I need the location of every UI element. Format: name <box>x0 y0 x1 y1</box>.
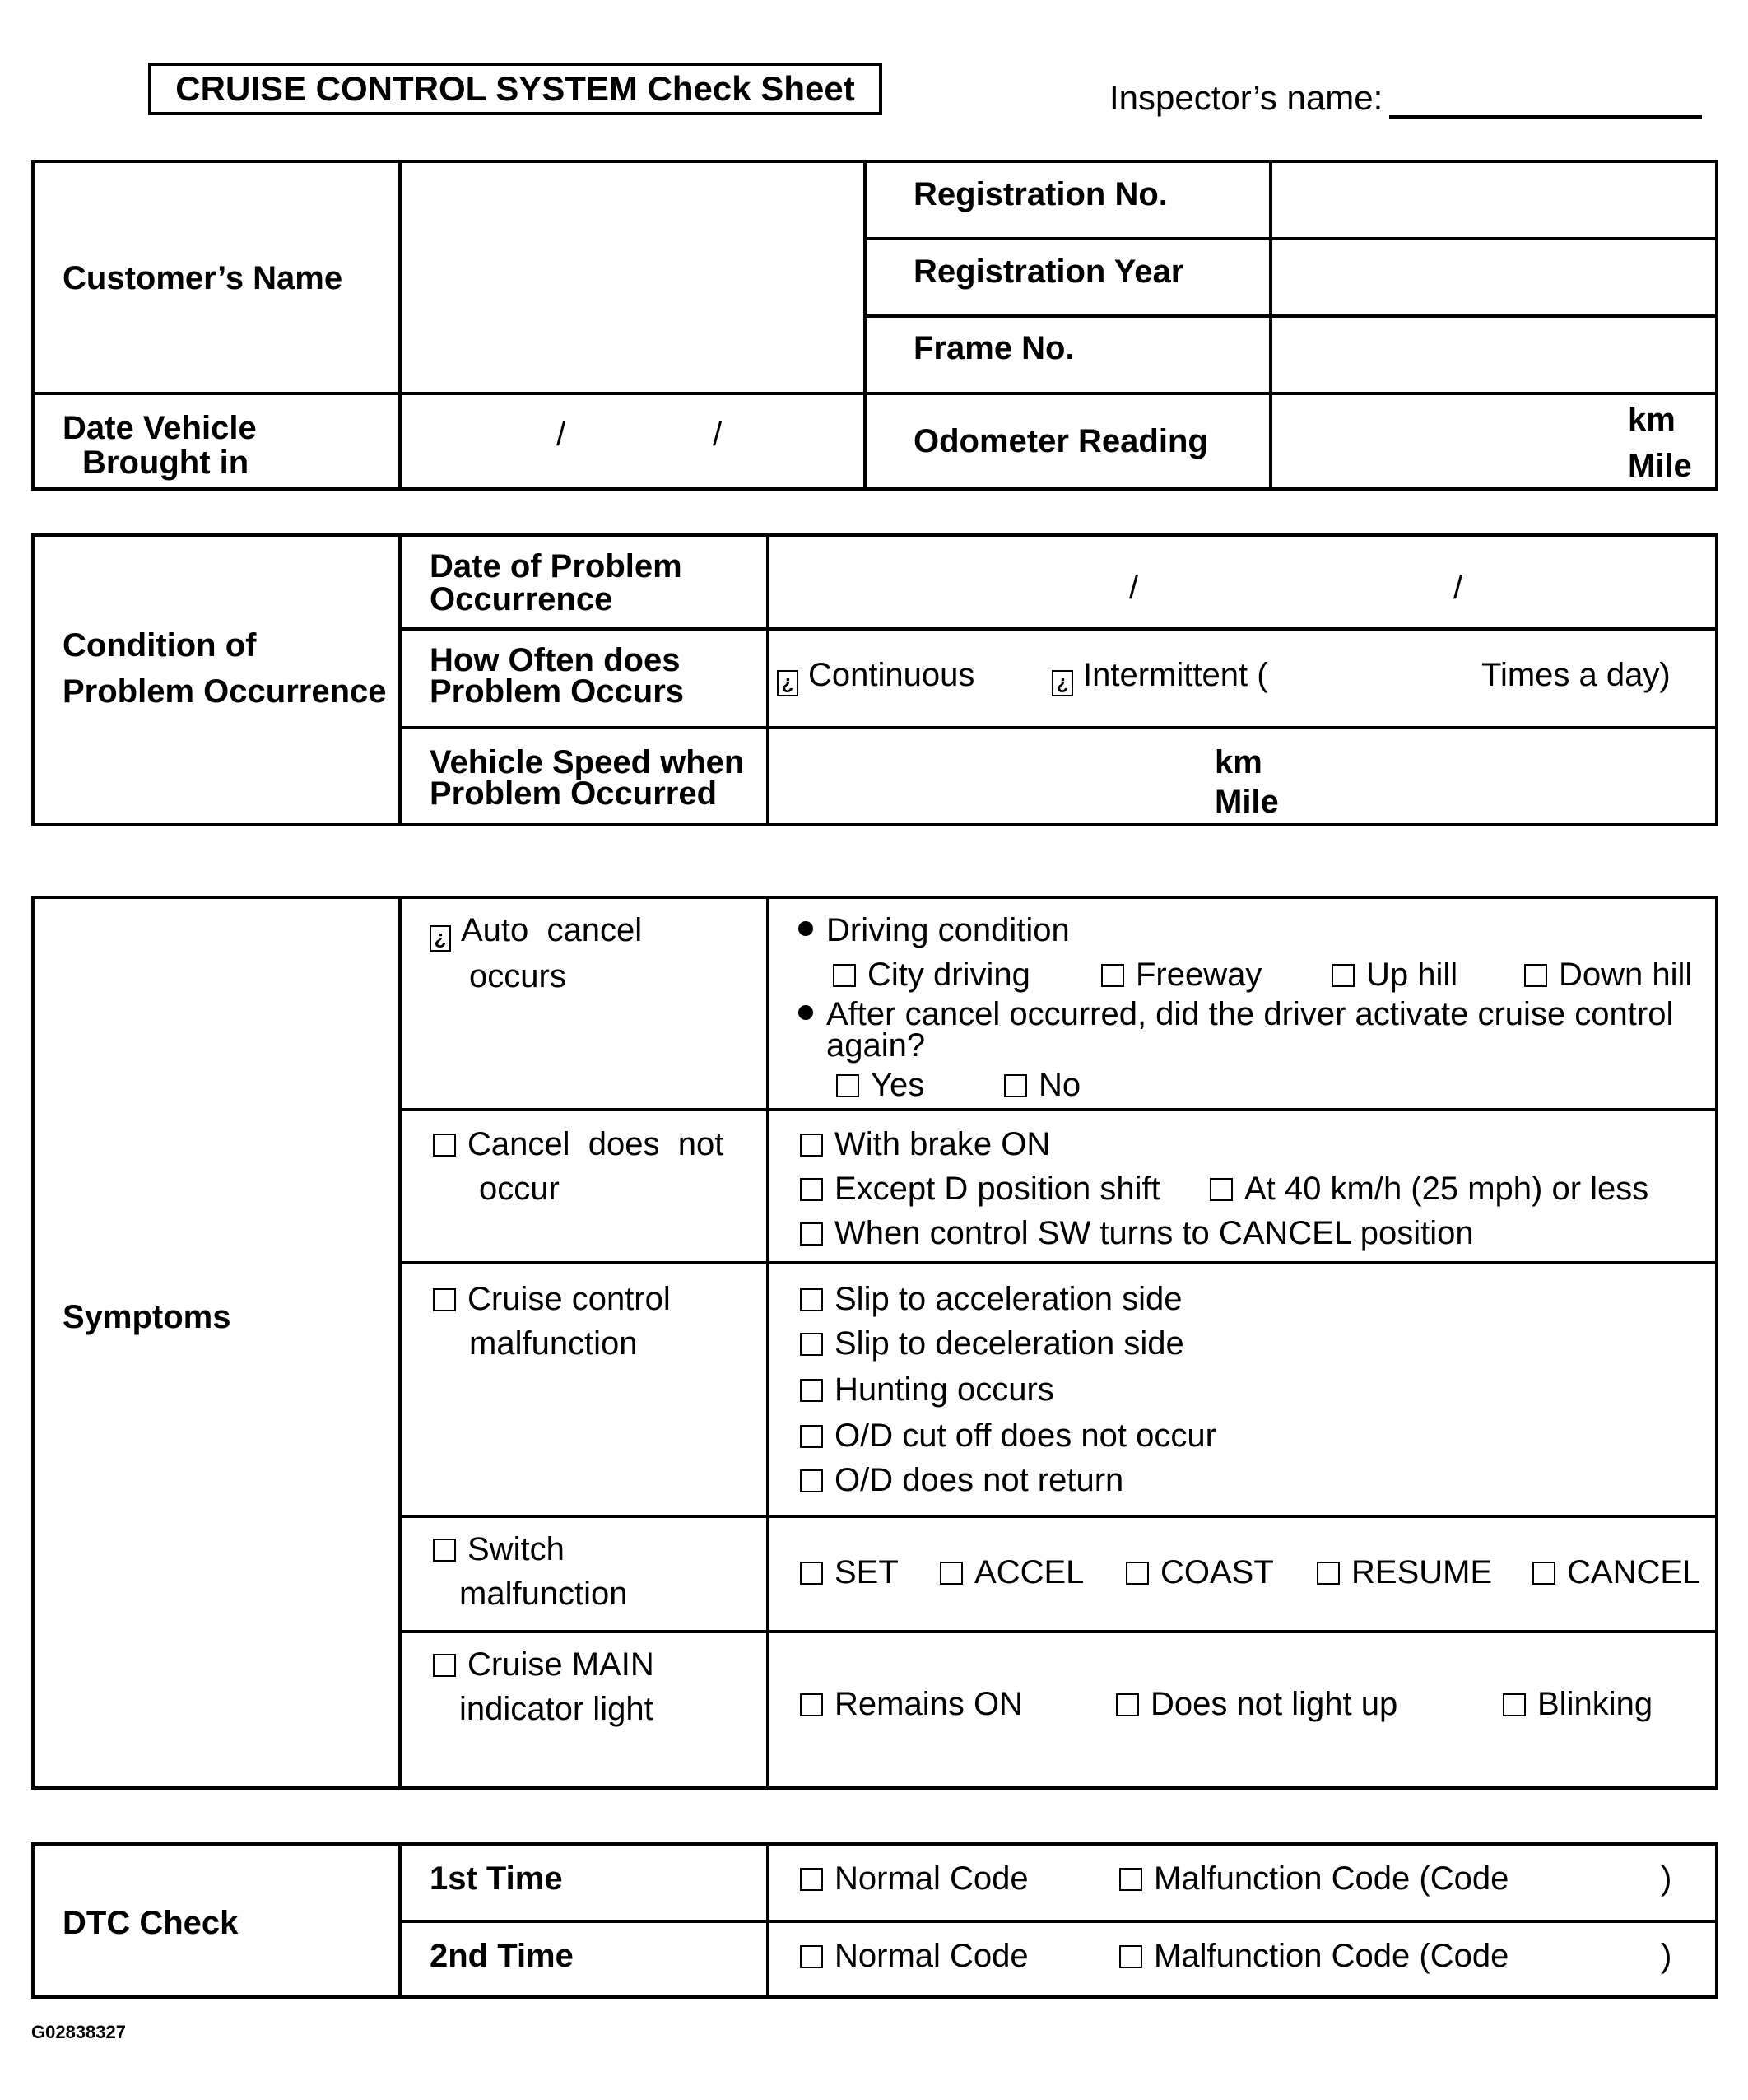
checkbox-icon[interactable] <box>800 1178 823 1201</box>
no-option[interactable]: No <box>1004 1069 1081 1101</box>
checkbox-icon[interactable] <box>433 1288 456 1311</box>
auto-cancel-label-line2: occurs <box>469 958 566 994</box>
inspector-label: Inspector’s name: <box>1109 78 1383 117</box>
checkbox-icon[interactable] <box>940 1562 963 1585</box>
continuous-option[interactable]: ¿ Continuous <box>777 659 974 696</box>
main-indicator-option[interactable]: Cruise MAIN <box>433 1648 654 1681</box>
checkbox-icon[interactable] <box>800 1868 823 1891</box>
checkbox-icon[interactable] <box>836 1074 859 1097</box>
control-sw-option[interactable]: When control SW turns to CANCEL position <box>800 1217 1474 1250</box>
reactivate-question-line1: After cancel occurred, did the driver activate cruise control <box>798 998 1673 1031</box>
first-time-label: 1st Time <box>430 1860 563 1897</box>
cancel-switch-option[interactable]: CANCEL <box>1532 1556 1700 1589</box>
checkbox-icon[interactable] <box>800 1693 823 1716</box>
inspector-name-line[interactable] <box>1389 115 1702 119</box>
blinking-option[interactable]: Blinking <box>1503 1688 1653 1721</box>
at-40-option[interactable]: At 40 km/h (25 mph) or less <box>1210 1172 1648 1205</box>
customer-name-label: Customer’s Name <box>63 260 343 296</box>
resume-option[interactable]: RESUME <box>1317 1556 1492 1589</box>
date-vehicle-label-line1: Date Vehicle <box>63 410 257 446</box>
figure-id: G02838327 <box>31 2022 126 2042</box>
not-light-up-option[interactable]: Does not light up <box>1116 1688 1397 1721</box>
first-malfunction-code-option[interactable]: Malfunction Code (Code <box>1119 1862 1509 1895</box>
checkbox-icon[interactable] <box>1119 1868 1142 1891</box>
registration-year-label: Registration Year <box>914 254 1184 290</box>
checkbox-icon[interactable] <box>800 1134 823 1157</box>
registration-year-field[interactable] <box>1274 242 1715 313</box>
bullet-icon <box>798 921 813 936</box>
main-indicator-label-line2: indicator light <box>459 1691 653 1727</box>
set-option[interactable]: SET <box>800 1556 899 1589</box>
checkbox-icon[interactable] <box>1101 964 1124 987</box>
except-d-option[interactable]: Except D position shift <box>800 1172 1160 1205</box>
checkbox-icon[interactable] <box>1317 1562 1340 1585</box>
checkbox-icon[interactable] <box>800 1469 823 1492</box>
city-driving-option[interactable]: City driving <box>833 958 1030 991</box>
cancel-not-occur-label-line2: occur <box>479 1171 560 1207</box>
speed-unit-mile: Mile <box>1215 784 1279 820</box>
frame-no-label: Frame No. <box>914 330 1075 366</box>
driving-condition-heading: Driving condition <box>798 914 1070 947</box>
checkbox-icon[interactable] <box>433 1654 456 1677</box>
checkbox-icon[interactable] <box>833 964 856 987</box>
checkbox-icon[interactable]: ¿ <box>430 925 451 952</box>
switch-malfunction-label-line2: malfunction <box>459 1576 628 1612</box>
customer-name-field[interactable] <box>403 165 860 390</box>
yes-option[interactable]: Yes <box>836 1069 924 1101</box>
frame-no-field[interactable] <box>1274 319 1715 390</box>
up-hill-option[interactable]: Up hill <box>1332 958 1457 991</box>
second-close-paren: ) <box>1661 1938 1672 1974</box>
checkbox-icon[interactable] <box>800 1222 823 1246</box>
first-normal-code-option[interactable]: Normal Code <box>800 1862 1029 1895</box>
checkbox-icon[interactable] <box>800 1288 823 1311</box>
date-separator: / <box>556 417 566 453</box>
sheet-title: CRUISE CONTROL SYSTEM Check Sheet <box>148 63 882 115</box>
checkbox-icon[interactable] <box>1503 1693 1526 1716</box>
dtc-check-label: DTC Check <box>63 1905 239 1941</box>
date-vehicle-label-line2: Brought in <box>82 445 249 481</box>
slip-acceleration-option[interactable]: Slip to acceleration side <box>800 1283 1182 1315</box>
cancel-not-occur-option[interactable]: Cancel does not <box>433 1128 723 1161</box>
down-hill-option[interactable]: Down hill <box>1524 958 1692 991</box>
checkbox-icon[interactable] <box>800 1562 823 1585</box>
accel-option[interactable]: ACCEL <box>940 1556 1084 1589</box>
checkbox-icon[interactable]: ¿ <box>1052 670 1073 696</box>
checkbox-icon[interactable] <box>800 1333 823 1356</box>
checkbox-icon[interactable] <box>800 1425 823 1448</box>
checkbox-icon[interactable] <box>1210 1178 1233 1201</box>
condition-label-line1: Condition of <box>63 627 257 664</box>
speed-label-line2: Problem Occurred <box>430 775 718 812</box>
hunting-option[interactable]: Hunting occurs <box>800 1373 1054 1406</box>
od-cutoff-option[interactable]: O/D cut off does not occur <box>800 1419 1216 1452</box>
with-brake-option[interactable]: With brake ON <box>800 1128 1050 1161</box>
odometer-unit-mile: Mile <box>1628 448 1692 484</box>
speed-unit-km: km <box>1215 744 1262 780</box>
registration-no-field[interactable] <box>1274 165 1715 235</box>
registration-no-label: Registration No. <box>914 176 1168 212</box>
checkbox-icon[interactable]: ¿ <box>777 670 798 696</box>
how-often-label-line1: How Often does <box>430 642 681 678</box>
od-return-option[interactable]: O/D does not return <box>800 1464 1123 1497</box>
speed-label-line1: Vehicle Speed when <box>430 744 745 780</box>
date-separator: / <box>1129 570 1139 606</box>
checkbox-icon[interactable] <box>1126 1562 1149 1585</box>
auto-cancel-option[interactable]: ¿ Auto cancel <box>430 914 642 952</box>
second-malfunction-code-option[interactable]: Malfunction Code (Code <box>1119 1939 1509 1972</box>
how-often-label-line2: Problem Occurs <box>430 673 685 710</box>
cruise-malfunction-option[interactable]: Cruise control <box>433 1283 671 1315</box>
freeway-option[interactable]: Freeway <box>1101 958 1262 991</box>
remains-on-option[interactable]: Remains ON <box>800 1688 1023 1721</box>
date-separator: / <box>1453 570 1463 606</box>
slip-deceleration-option[interactable]: Slip to deceleration side <box>800 1327 1184 1360</box>
odometer-label: Odometer Reading <box>914 423 1208 459</box>
bullet-icon <box>798 1005 813 1020</box>
checkbox-icon[interactable] <box>1116 1693 1139 1716</box>
checkbox-icon[interactable] <box>433 1539 456 1562</box>
date-problem-label-line1: Date of Problem <box>430 548 682 584</box>
date-separator: / <box>713 417 723 453</box>
checkbox-icon[interactable] <box>1332 964 1355 987</box>
second-time-label: 2nd Time <box>430 1938 574 1974</box>
cruise-malfunction-label-line2: malfunction <box>469 1325 638 1362</box>
first-close-paren: ) <box>1661 1860 1672 1897</box>
second-normal-code-option[interactable]: Normal Code <box>800 1939 1029 1972</box>
intermittent-option[interactable]: ¿ Intermittent ( <box>1052 659 1268 696</box>
checkbox-icon[interactable] <box>1524 964 1547 987</box>
checkbox-icon[interactable] <box>800 1379 823 1402</box>
switch-malfunction-option[interactable]: Switch <box>433 1533 565 1566</box>
checkbox-icon[interactable] <box>1532 1562 1555 1585</box>
odometer-unit-km: km <box>1628 402 1676 438</box>
checkbox-icon[interactable] <box>1119 1945 1142 1968</box>
checkbox-icon[interactable] <box>1004 1074 1027 1097</box>
times-a-day-label: Times a day) <box>1481 657 1671 693</box>
checkbox-icon[interactable] <box>800 1945 823 1968</box>
checkbox-icon[interactable] <box>433 1134 456 1157</box>
condition-label-line2: Problem Occurrence <box>63 673 387 710</box>
coast-option[interactable]: COAST <box>1126 1556 1274 1589</box>
symptoms-label: Symptoms <box>63 1299 231 1335</box>
reactivate-question-line2: again? <box>826 1027 926 1064</box>
date-problem-label-line2: Occurrence <box>430 581 613 617</box>
